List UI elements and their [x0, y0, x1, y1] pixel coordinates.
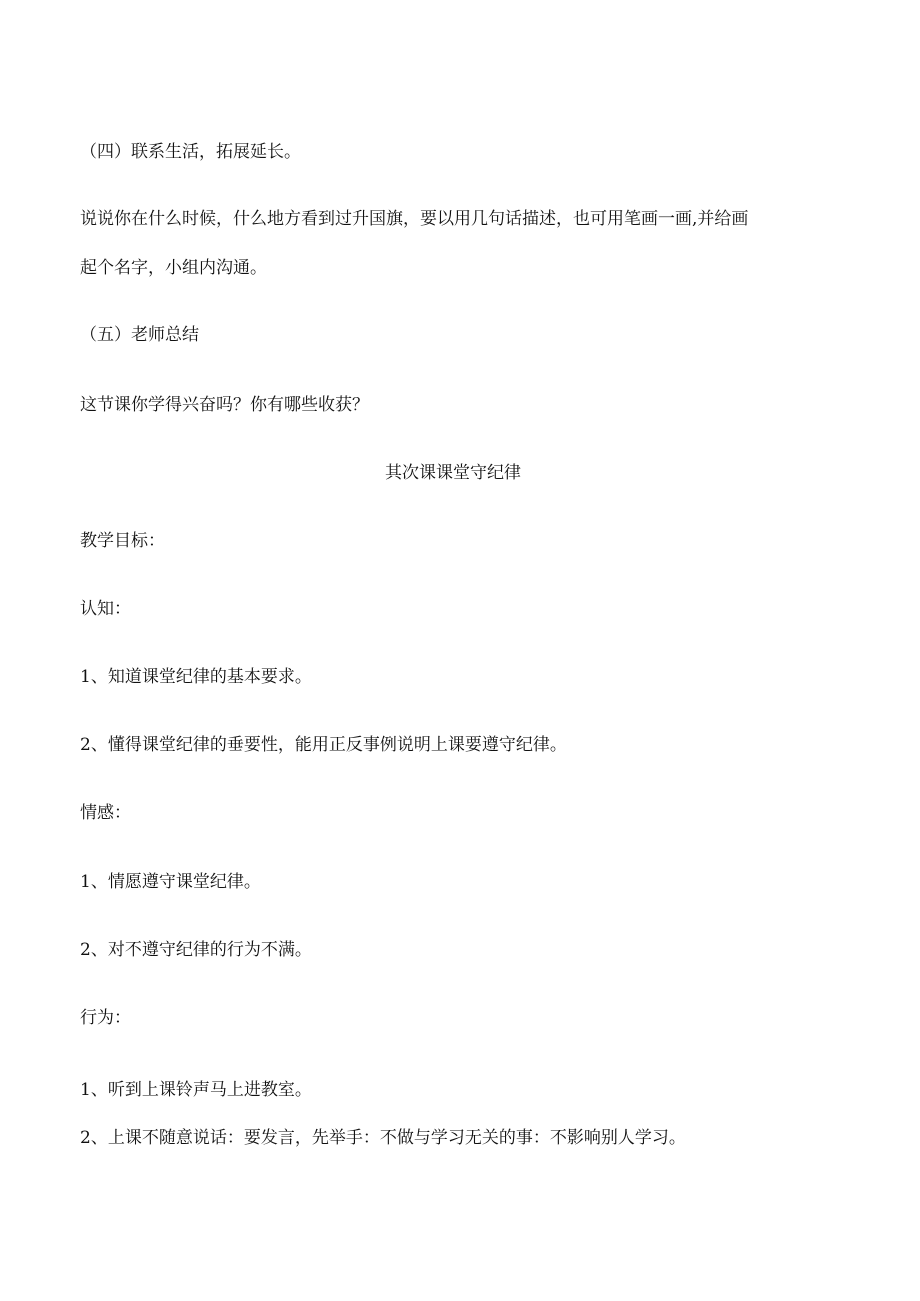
- section4-body-line1: 说说你在什么时候，什么地方看到过升国旗，要以用几句话描述，也可用笔画一画,并给画: [80, 209, 749, 229]
- cognition-label: 认知：: [80, 599, 131, 619]
- section4-heading: （四）联系生活，拓展延长。: [80, 142, 301, 162]
- behavior-label: 行为：: [80, 1008, 131, 1028]
- emotion-item-1: 1、情愿遵守课堂纪律。: [80, 872, 261, 892]
- lesson2-title: 其次课课堂守纪律: [385, 463, 521, 483]
- section5-body: 这节课你学得兴奋吗？你有哪些收获？: [80, 395, 369, 415]
- emotion-label: 情感：: [80, 803, 131, 823]
- cognition-item-2: 2、懂得课堂纪律的垂要性，能用正反事例说明上课要遵守纪律。: [80, 735, 567, 755]
- behavior-item-2: 2、上课不随意说话：要发言，先举手：不做与学习无关的事：不影响别人学习。: [80, 1128, 686, 1148]
- section5-heading: （五）老师总结: [80, 325, 199, 345]
- section4-body-line2: 起个名字，小组内沟通。: [80, 258, 267, 278]
- cognition-item-1: 1、知道课堂纪律的基本要求。: [80, 667, 312, 687]
- behavior-item-1: 1、听到上课铃声马上进教室。: [80, 1080, 312, 1100]
- emotion-item-2: 2、对不遵守纪律的行为不满。: [80, 940, 312, 960]
- objectives-label: 教学目标：: [80, 531, 165, 551]
